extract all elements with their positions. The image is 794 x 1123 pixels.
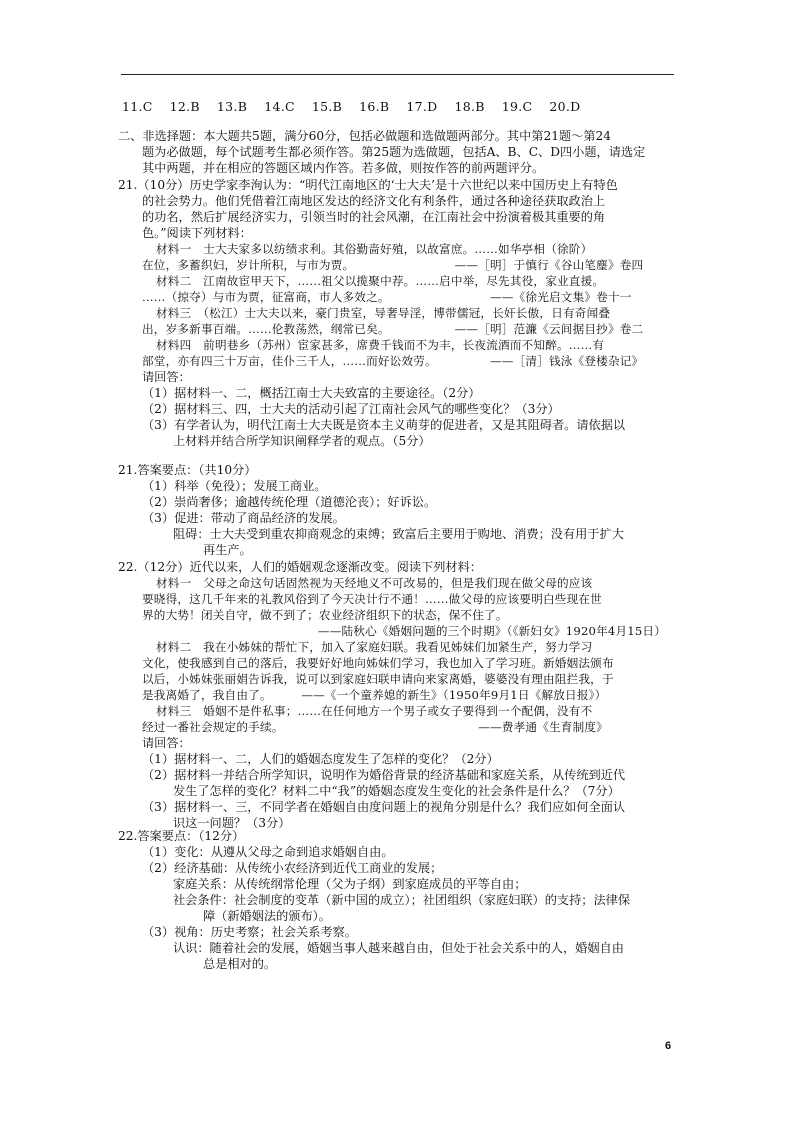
answer-22 [118,828,680,972]
answer-item: 16.B [359,99,390,114]
answer-line: 障（新婚姻法的颁布）。 [203,909,331,923]
sub-question: （1）据材料一、二，人们的婚姻态度发生了怎样的变化？（2分） [142,752,499,766]
material-line: 出，岁多新事百端。……伦教荡然，纲常已矣。 ——［明］范濂《云间据目抄》卷二 [142,322,644,336]
material-line: ……（掠夺）与市为贾，征富商，市人多效之。 ——《徐光启文集》卷十一 [142,290,632,304]
answer-line: （2）经济基础：从传统小农经济到近代工商业的发展； [142,861,443,875]
answer-item: 14.C [264,99,295,114]
question-21 [118,177,680,449]
material-line: 界的大势！闭关自守，做不到了；农业经济组织下的状态，保不住了。 [142,608,508,622]
answer-line: （1）变化：从遵从父母之命到追求婚姻自由。 [142,845,394,859]
section2-instructions [118,128,680,176]
ask-label: 请回答： [142,736,191,750]
answer-item: 11.C [122,99,153,114]
sub-question: 发生了怎样的变化？材料二中“我”的婚姻态度发生变化的社会条件是什么？（7分） [173,784,620,798]
question-intro-line: 的功名，然后扩展经济实力，引领当时的社会风潮，在江南社会中扮演着极其重要的角 [142,210,606,224]
instruction-line: 题为必做题，每个试题考生都必须作答。第25题为选做题，包括A、B、C、D四小题，请选定 [142,145,646,159]
page-number: 6 [665,1040,672,1052]
answer-line: 社会条件：社会制度的变革（新中国的成立）；社团组织（家庭妇联）的支持；法律保 [173,893,631,907]
instruction-line: 二、非选择题：本大题共5题，满分60分，包括必做题和选做题两部分。其中第21题～第24 [118,129,612,143]
sub-question: （2）据材料三、四，士大夫的活动引起了江南社会风气的哪些变化？（3分） [142,402,560,416]
answer-line: （2）崇尚奢侈；逾越传统伦理（道德沦丧）；好诉讼。 [142,495,437,509]
answer-line: 认识：随着社会的发展，婚姻当事人越来越自由，但处于社会关系中的人，婚姻自由 [173,941,624,955]
material-line: 材料二 江南故宦甲天下，……祖父以揽聚中荐。……启中举，尽先其役，家业直援。 [156,274,605,288]
answer-item: 20.D [549,99,581,114]
sub-question: （2）据材料一并结合所学知识，说明作为婚俗背景的经济基础和家庭关系，从传统到近代 [142,768,626,782]
answer-heading: 21.答案要点：（共10分） [118,463,257,477]
answer-line: 再生产。 [203,543,252,557]
question-intro-line: 色。”阅读下列材料： [142,226,252,240]
sub-question: 上材料并结合所学知识阐释学者的观点。（5分） [173,434,431,448]
answer-heading: 22.答案要点：（12分） [118,829,245,843]
material-source: ——陆秋心《婚姻问题的三个时期》（《新妇女》1920年4月15日） [317,624,666,638]
answer-line: 阻碍：士大夫受到重农抑商观念的束缚；致富后主要用于购地、消费；没有用于扩大 [173,527,624,541]
answer-line: （3）促进：带动了商品经济的发展。 [142,511,345,525]
answer-item: 19.C [501,99,533,114]
header-rule [121,74,674,75]
material-line: 材料四 前明巷乡（苏州）宦家甚多，席费千钱而不为丰，长夜流酒而不知醉。……有 [156,338,605,352]
sub-question: （3）有学者认为，明代江南士大夫既是资本主义萌芽的促进者，又是其阻碍者。请依据以 [142,418,626,432]
question-intro-line: 22.（12分）近代以来，人们的婚姻观念逐渐改变。阅读下列材料： [118,560,482,574]
instruction-line: 其中两题，并在相应的答题区域内作答。若多做，则按作答的前两题评分。 [142,161,545,175]
question-intro-line: 的社会势力。他们凭借着江南地区发达的经济文化有利条件，通过各种途径获取政治上 [142,194,606,208]
answer-line: （3）视角：历史考察；社会关系考察。 [142,925,357,939]
answer-21 [118,462,680,558]
sub-question: （1）据材料一、二，概括江南士大夫致富的主要途径。（2分） [142,386,481,400]
sub-question: 识这一问题？（3分） [173,816,291,830]
sub-question: （3）据材料一、三，不同学者在婚姻自由度问题上的视角分别是什么？我们应如何全面认 [142,800,626,814]
answer-line: 总是相对的。 [203,957,277,971]
answer-item: 13.B [216,99,248,114]
material-line: 材料二 我在小姊妹的帮忙下，加入了家庭妇联。我看见姊妹们加紧生产，努力学习 [156,640,593,654]
material-line: 材料一 父母之命这句话固然视为天经地义不可改易的，但是我们现在做父母的应该 [156,576,593,590]
material-line: 材料三 （松江）士大夫以来，豪门贵室，导奢导淫，博带儒冠，长奸长傲，日有奇闻叠 [156,306,611,320]
answer-item: 12.B [169,99,200,114]
material-line: 材料三 婚姻不是件私事；……在任何地方一个男子或女子要得到一个配偶，没有不 [156,704,593,718]
answer-key-row [122,99,682,114]
material-line: 在位，多蓄织妇，岁计所积，与市为贾。 ——［明］于慎行《谷山笔麈》卷四 [142,258,644,272]
material-line: 部堂，亦有四三十万亩，佳仆三千人，……而好讼效劳。 ——［清］钱泳《登楼杂记》 [142,354,644,368]
answer-item: 15.B [311,99,343,114]
answer-item: 18.B [454,99,485,114]
ask-label: 请回答： [142,370,191,384]
material-line: 材料一 士大夫家多以纺绩求利。其俗勤啬好殖，以故富庶。……如华亭相（徐阶） [156,242,593,256]
question-22 [118,559,680,831]
material-line: 是我离婚了，我自由了。 ——《一个童养媳的新生》（1950年9月1日《解放日报》） [142,688,607,702]
material-line: 经过一番社会规定的手续。 ——费孝通《生育制度》 [142,720,608,734]
answer-line: （1）科举（免役）；发展工商业。 [142,479,327,493]
question-intro-line: 21.（10分）历史学家李洵认为：“明代江南地区的‘士大夫’是十六世纪以来中国历史上有特色 [118,178,618,192]
material-line: 文化，使我感到自己的落后，我要好好地向姊妹们学习，我也加入了学习班。新婚姻法颁布 [142,656,614,670]
answer-item: 17.D [406,99,438,114]
answer-line: 家庭关系：从传统纲常伦理（父为子纲）到家庭成员的平等自由； [173,877,527,891]
material-line: 以后，小姊妹张丽娟告诉我，说可以到家庭妇联申请向来家离婚，婆婆没有理由阻拦我，于 [142,672,614,686]
material-line: 要晓得，这几千年来的礼教风俗到了今天决计行不通！……做父母的应该要明白些现在世 [142,592,602,606]
